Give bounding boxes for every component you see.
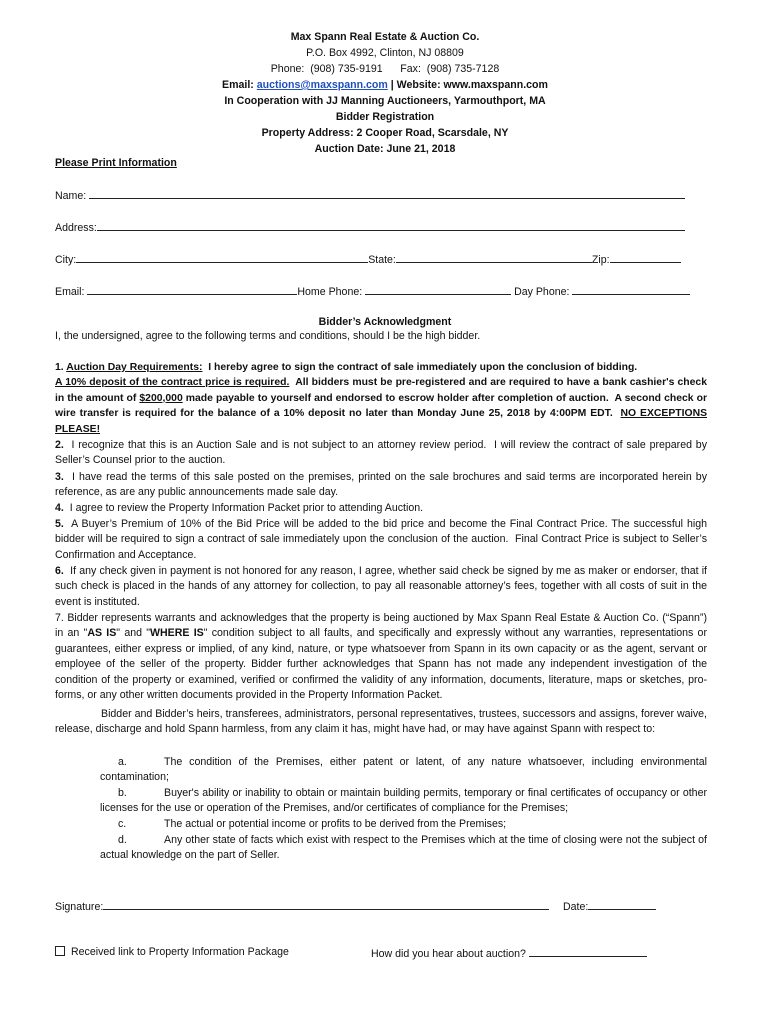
term-6-text: If any check given in payment is not honored for any reason, I agree, whether said check be signed by me as maker or endorser, that if such check is placed in the hands of any attorney for collection, to pay all reasonable attorney’s fees, together with all costs of suit in the event is instituted. <box>55 565 710 608</box>
city-label: City: <box>55 254 77 266</box>
hear-about-row <box>371 945 647 962</box>
item-c-letter: c. <box>118 818 127 830</box>
received-link-label: Received link to Property Information Package <box>71 946 289 958</box>
term-1-heading: Auction Day Requirements: <box>66 362 203 373</box>
zip-field[interactable] <box>610 251 681 263</box>
term-1-text-b: made payable to yourself and endorsed to escrow holder after completion of auction. A second check or wire transfer is required for the balance of a 10% deposit no later than Monday June 25, 2018 by 4:00PM EDT. <box>55 392 710 420</box>
term-5-text: A Buyer’s Premium of 10% of the Bid Price will be added to the bid price and become the Final Contract Price. The successful high bidder will be required to sign a contract of sale immediately upon the conclusion of the auction. Final Contract Price is subject to Seller’s Confirmation and Acceptance. <box>55 518 710 561</box>
city-state-zip-row <box>55 251 681 268</box>
home-phone-label: Home Phone: <box>297 286 363 298</box>
term-1 <box>55 360 710 437</box>
term-3-text: I have read the terms of this sale posted on the premises, printed on the sale brochures and said terms are incorporated herein by reference, as are any public announcements made sale day. <box>55 471 710 499</box>
release-item-b <box>100 786 707 817</box>
zip-label: Zip: <box>591 254 610 266</box>
item-a-letter: a. <box>118 756 127 768</box>
email-link[interactable]: auctions@maxspann.com <box>256 79 388 91</box>
hear-about-field[interactable] <box>529 945 647 957</box>
term-6-number: 6. <box>55 565 64 577</box>
date-row <box>563 898 656 915</box>
state-field[interactable] <box>396 251 592 263</box>
date-label: Date: <box>563 901 589 913</box>
cooperation: In Cooperation with JJ Manning Auctioneers, Yarmouthport, MA <box>224 95 546 107</box>
please-print-heading: Please Print Information <box>55 157 177 169</box>
address-label: Address: <box>55 222 97 234</box>
acknowledgment-intro: I, the undersigned, agree to the following terms and conditions, should I be the high bidder. <box>55 330 481 342</box>
day-phone-label: Day Phone: <box>514 286 570 298</box>
release-item-c <box>100 817 707 832</box>
term-2-text: I recognize that this is an Auction Sale and is not subject to an attorney review period. I will review the contract of sale prepared by Seller’s Counsel prior to the auction. <box>55 439 710 467</box>
term-7-text-c: " condition subject to all faults, and specifically and expressly without any warranties, representations or guarantees, either express or implied, of any kind, nature, or type whatsoever from Spann in its own capacity or as the agent, servant or employee of the seller of the property. Bidder further acknowledges that Spann has not made any independent investigation of the condition of the property or examined, verified or confirmed the validity of any information, documents, literature, maps or sketches, pro-forms, or any other written documents provided in the Property Information Packet. <box>55 627 707 702</box>
email-field[interactable] <box>87 283 297 295</box>
term-5-number: 5. <box>55 518 64 530</box>
item-d-letter: d. <box>118 834 127 846</box>
state-label: State: <box>368 254 396 266</box>
term-1-amount: $200,000 <box>139 392 183 404</box>
term-4-number: 4. <box>55 502 64 514</box>
email-field-label: Email: <box>55 286 85 298</box>
auction-date: Auction Date: June 21, 2018 <box>314 143 456 155</box>
term-1-deposit: A 10% deposit of the contract price is required. <box>55 377 290 389</box>
hear-about-label: How did you hear about auction? <box>371 948 526 960</box>
term-4 <box>55 501 707 516</box>
website: | Website: www.maxspann.com <box>387 79 548 91</box>
term-7-where-is: WHERE IS <box>150 627 204 640</box>
company-name: Max Spann Real Estate & Auction Co. <box>290 31 480 43</box>
email-phone-row <box>55 283 690 300</box>
phone-fax: Phone: (908) 735-9191 Fax: (908) 735-7128 <box>270 63 500 75</box>
city-field[interactable] <box>76 251 368 263</box>
address-field[interactable] <box>97 219 685 231</box>
acknowledgment-title: Bidder’s Acknowledgment <box>318 316 452 328</box>
term-5 <box>55 517 710 563</box>
release-item-a <box>100 755 707 786</box>
term-2-number: 2. <box>55 439 64 451</box>
name-label: Name: <box>55 190 87 202</box>
home-phone-field[interactable] <box>365 283 511 295</box>
received-link-checkbox[interactable] <box>55 946 65 956</box>
term-7-as-is: AS IS <box>87 627 117 640</box>
term-1-heading-text: I hereby agree to sign the contract of sale immediately upon the conclusion of bidding. <box>202 362 638 373</box>
release-item-d <box>100 833 707 864</box>
term-1-text-a: All bidders must be pre-registered and are required to have a bank cashier's check in the amount of <box>55 377 710 404</box>
term-7 <box>55 611 707 703</box>
term-7-text-a: 7. Bidder represents warrants and acknowledges that the property is being auctioned by Max Spann Real Estate & Auction Co. (“Spann”) in an " <box>55 612 707 640</box>
term-1-number: 1. <box>55 362 64 373</box>
term-7-release: Bidder and Bidder’s heirs, transferees, administrators, personal representatives, trustees, successors and assigns, forever waive, release, discharge and hold Spann harmless, from any claim it has, might have had, or may have against Spann with respect to: <box>55 708 707 736</box>
signature-field[interactable] <box>103 898 549 910</box>
po-box: P.O. Box 4992, Clinton, NJ 08809 <box>306 47 464 59</box>
item-d-text: Any other state of facts which exist with respect to the Premises which at the time of closing were not the subject of actual knowledge on the part of Seller. <box>100 834 707 862</box>
item-c-text: The actual or potential income or profits to be derived from the Premises; <box>164 818 507 830</box>
email-website-line <box>0 77 770 93</box>
item-b-text: Buyer's ability or inability to obtain or maintain building permits, temporary or final certificates of occupancy or other licenses for the use or operation of the Premises, and/or certificates of compliance for the Premises; <box>100 787 707 815</box>
term-2 <box>55 438 710 469</box>
address-row <box>55 219 685 236</box>
signature-row <box>55 898 549 915</box>
received-link-row <box>55 945 289 960</box>
date-field[interactable] <box>588 898 656 910</box>
term-1-no-exceptions: NO EXCEPTIONS PLEASE! <box>55 408 708 435</box>
term-3-number: 3. <box>55 471 64 483</box>
name-field[interactable] <box>89 187 685 199</box>
term-6 <box>55 564 710 610</box>
form-title: Bidder Registration <box>335 111 435 123</box>
term-4-text: I agree to review the Property Information Packet prior to attending Auction. <box>63 502 424 514</box>
term-7-text-b: " and " <box>116 627 151 640</box>
item-a-text: The condition of the Premises, either patent or latent, of any nature whatsoever, including environmental contamination; <box>100 756 707 784</box>
day-phone-field[interactable] <box>572 283 690 295</box>
signature-label: Signature: <box>55 901 104 913</box>
name-row <box>55 187 685 204</box>
property-address: Property Address: 2 Cooper Road, Scarsdale, NY <box>261 127 509 139</box>
email-label: Email: <box>222 79 257 91</box>
term-3 <box>55 470 710 501</box>
item-b-letter: b. <box>118 787 127 799</box>
